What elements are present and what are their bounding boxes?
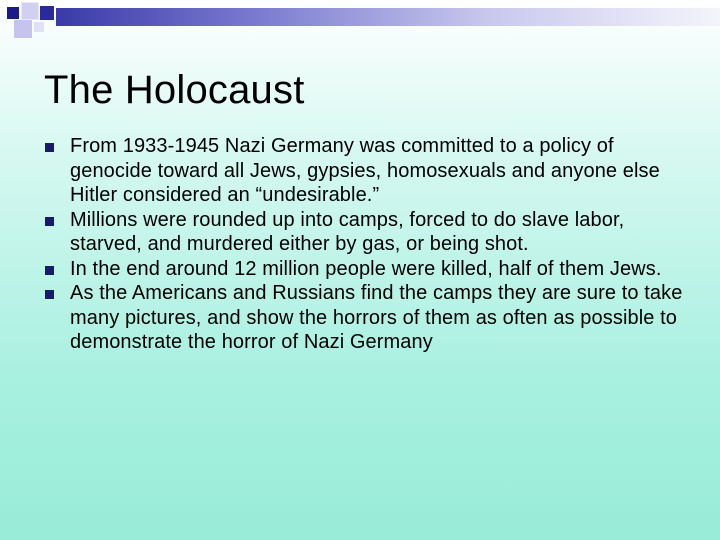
- bullet-item: [44, 281, 694, 355]
- bullet-item: [44, 208, 694, 257]
- bullet-text: As the Americans and Russians find the camps they are sure to take many pictures, and show the horrors of them as often as possible to demonstrate the horror of Nazi Germany: [70, 282, 683, 353]
- slide-title: The Holocaust: [44, 68, 305, 112]
- bullet-item: [44, 257, 694, 282]
- bullet-text: In the end around 12 million people were killed, half of them Jews.: [70, 257, 662, 280]
- decorative-square-icon: [14, 20, 32, 38]
- decorative-square-icon: [7, 7, 19, 19]
- decorative-square-icon: [21, 2, 39, 20]
- decorative-gradient-bar: [56, 8, 720, 26]
- square-bullet-icon: [45, 143, 54, 152]
- square-bullet-icon: [45, 266, 54, 275]
- square-bullet-icon: [45, 290, 54, 299]
- header-decoration: [0, 0, 720, 40]
- decorative-square-icon: [40, 6, 54, 20]
- square-bullet-icon: [45, 217, 54, 226]
- bullet-text: From 1933-1945 Nazi Germany was committed to a policy of genocide toward all Jews, gypsies, homosexuals and anyone else Hitler considered an “undesirable.”: [70, 135, 660, 206]
- decorative-square-icon: [34, 22, 44, 32]
- bullet-list: [44, 134, 694, 355]
- bullet-text: Millions were rounded up into camps, forced to do slave labor, starved, and murdered either by gas, or being shot.: [70, 208, 625, 255]
- bullet-item: [44, 134, 694, 208]
